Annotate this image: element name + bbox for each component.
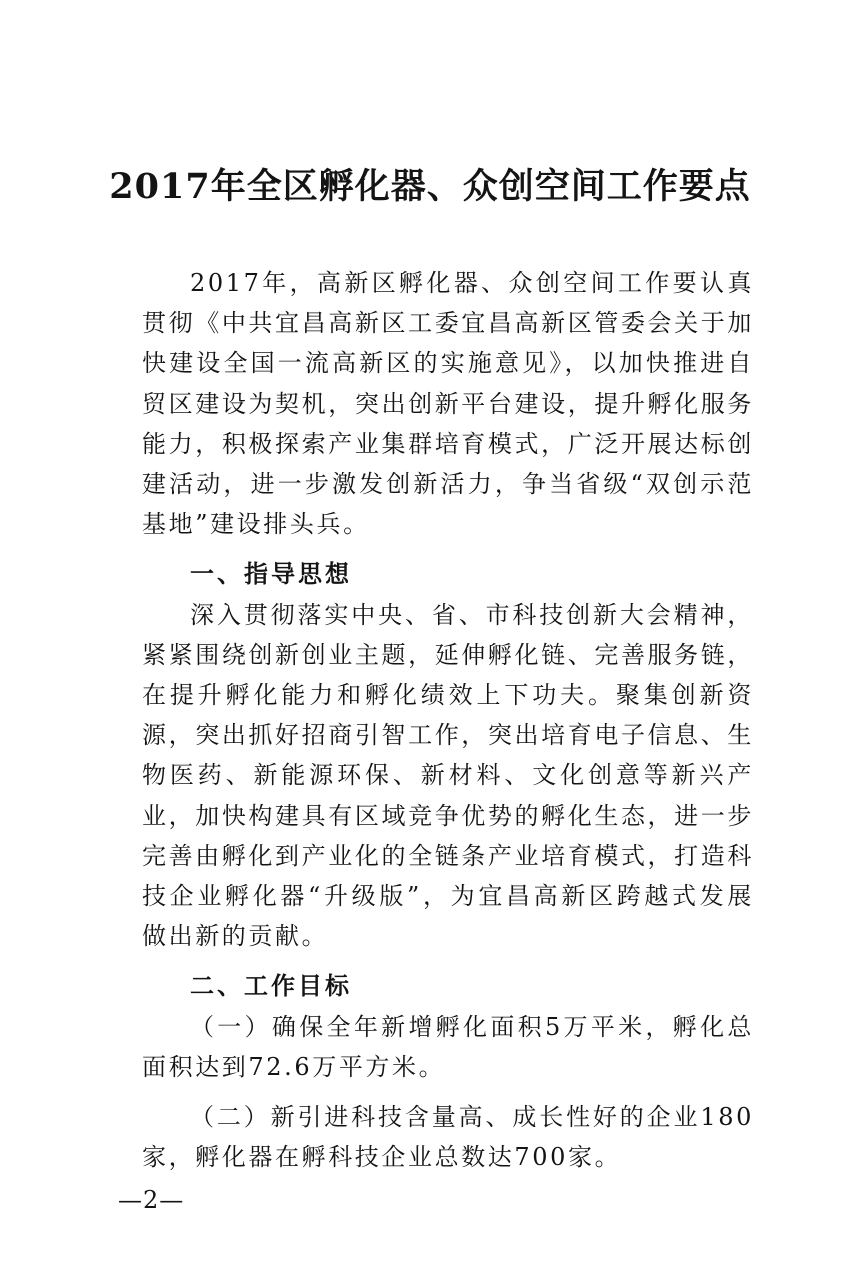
guiding-ideology-paragraph: 深入贯彻落实中央、省、市科技创新大会精神，紧紧围绕创新创业主题，延伸孵化链、完善服务链，在提升孵化能力和孵化绩效上下功夫。聚集创新资源，突出抓好招商引智工作，突出培育电子信息、生物医药、新能源环保、新材料、文化创意等新兴产业，加快构建具有区域竞争优势的孵化生态，进一步完善由孵化到产业化的全链条产业培育模式，打造科技企业孵化器“升级版”，为宜昌高新区跨越式发展做出新的贡献。 xyxy=(142,600,754,951)
section-heading-work-goals: 二、工作目标 xyxy=(190,972,352,1001)
work-goal-item-2: （二）新引进科技含量高、成长性好的企业180家，孵化器在孵科技企业总数达700家。 xyxy=(142,1103,754,1172)
section-heading-guiding-ideology: 一、指导思想 xyxy=(190,560,352,589)
page-number: —2— xyxy=(118,1186,185,1214)
intro-paragraph: 2017年，高新区孵化器、众创空间工作要认真贯彻《中共宜昌高新区工委宜昌高新区管委会关于加快建设全国一流高新区的实施意见》，以加快推进自贸区建设为契机，突出创新平台建设，提升孵化服务能力，积极探索产业集群培育模式，广泛开展达标创建活动，进一步激发创新活力，争当省级“双创示范基地”建设排头兵。 xyxy=(142,269,754,539)
document-title: 2017年全区孵化器、众创空间工作要点 xyxy=(109,166,751,207)
document-body xyxy=(142,263,754,1177)
work-goal-item-1: （一）确保全年新增孵化面积5万平米，孵化总面积达到72.6万平方米。 xyxy=(142,1012,754,1081)
